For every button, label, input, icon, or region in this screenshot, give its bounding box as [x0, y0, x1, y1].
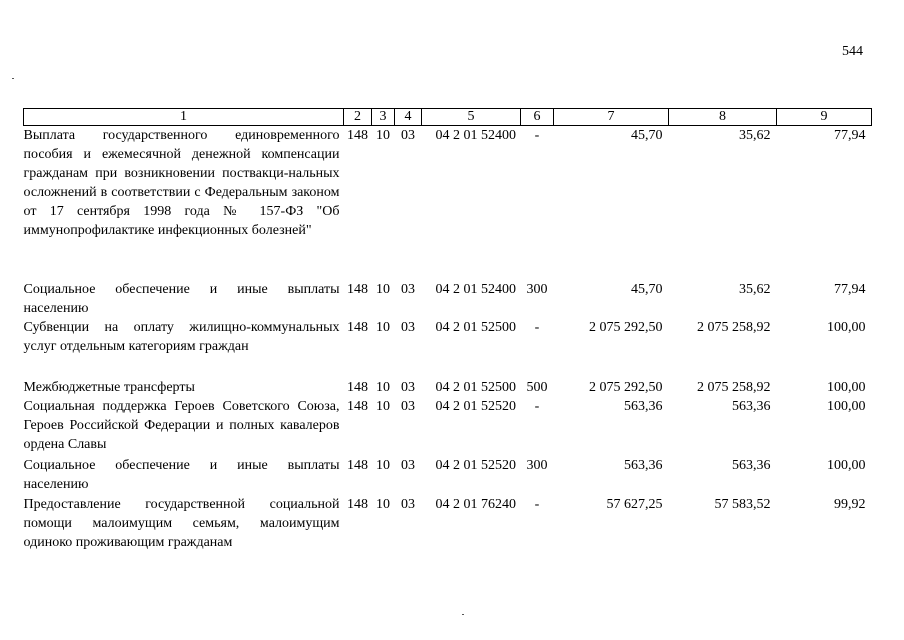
cell-target-article: 04 2 01 76240 [435, 496, 516, 512]
cell-section: 10 [376, 457, 390, 473]
row-name: Выплата государственного единовременного пособия и ежемесячной денежной компенсации гражданам при возникновении поствакци-нальных осложнений в соответствии с Федеральным законом от 17 сентября 1998 года № 157-ФЗ "Об иммунопрофилактике инфекционных болезней" [23, 128, 340, 238]
cell-section: 10 [376, 319, 390, 335]
cell-admin-code: 148 [347, 379, 368, 395]
table-row [24, 495, 872, 552]
row-name: Социальное обеспечение и иные выплаты населению [23, 457, 340, 492]
table-row [24, 397, 872, 456]
cell-col9: 100,00 [827, 457, 866, 473]
cell-col8: 35,62 [739, 281, 771, 297]
cell-col7: 563,36 [624, 398, 663, 414]
column-header: 5 [422, 109, 521, 126]
table-row [24, 126, 872, 280]
cell-section: 10 [376, 398, 390, 414]
cell-expense-type: 500 [526, 379, 548, 395]
cell-subsection: 03 [401, 496, 415, 512]
cell-admin-code: 148 [347, 319, 368, 335]
cell-col7: 45,70 [631, 128, 663, 143]
cell-col9: 99,92 [834, 496, 866, 512]
cell-col8: 563,36 [732, 398, 771, 414]
cell-expense-type: - [534, 496, 540, 512]
cell-target-article: 04 2 01 52500 [435, 379, 516, 395]
cell-expense-type: - [534, 128, 540, 143]
cell-col9: 77,94 [834, 281, 866, 297]
cell-admin-code: 148 [347, 398, 368, 414]
cell-col8: 2 075 258,92 [697, 319, 771, 335]
cell-section: 10 [376, 379, 390, 395]
cell-section: 10 [376, 128, 390, 143]
cell-col9: 77,94 [834, 128, 866, 143]
cell-target-article: 04 2 01 52400 [435, 128, 516, 143]
cell-section: 10 [376, 496, 390, 512]
cell-col7: 45,70 [631, 281, 663, 297]
row-name: Межбюджетные трансферты [23, 379, 195, 395]
cell-expense-type: - [534, 398, 540, 414]
table-row [24, 378, 872, 397]
cell-subsection: 03 [401, 128, 415, 143]
row-name: Предоставление государственной социальной помощи малоимущим семьям, малоимущим одиноко проживающим гражданам [23, 496, 340, 550]
cell-col7: 2 075 292,50 [589, 379, 663, 395]
table-row [24, 456, 872, 495]
row-name: Субвенции на оплату жилищно-коммунальных услуг отдельным категориям граждан [23, 319, 340, 354]
cell-col9: 100,00 [827, 379, 866, 395]
cell-expense-type: 300 [526, 281, 548, 297]
table-row [24, 318, 872, 378]
column-header: 6 [521, 109, 554, 126]
column-header: 3 [372, 109, 395, 126]
column-header: 1 [24, 109, 344, 126]
cell-target-article: 04 2 01 52500 [435, 319, 516, 335]
cell-subsection: 03 [401, 379, 415, 395]
cell-col8: 2 075 258,92 [697, 379, 771, 395]
row-name: Социальное обеспечение и иные выплаты населению [23, 281, 340, 316]
cell-col8: 35,62 [739, 128, 771, 143]
column-header: 8 [669, 109, 777, 126]
cell-expense-type: 300 [526, 457, 548, 473]
table-row [24, 280, 872, 318]
column-header: 7 [554, 109, 669, 126]
cell-col7: 563,36 [624, 457, 663, 473]
cell-expense-type: - [534, 319, 540, 335]
column-header: 9 [777, 109, 872, 126]
cell-col8: 563,36 [732, 457, 771, 473]
cell-subsection: 03 [401, 319, 415, 335]
cell-admin-code: 148 [347, 128, 368, 143]
cell-admin-code: 148 [347, 496, 368, 512]
cell-section: 10 [376, 281, 390, 297]
cell-admin-code: 148 [347, 457, 368, 473]
cell-subsection: 03 [401, 457, 415, 473]
cell-target-article: 04 2 01 52400 [435, 281, 516, 297]
column-header: 2 [344, 109, 372, 126]
cell-col9: 100,00 [827, 398, 866, 414]
cell-admin-code: 148 [347, 281, 368, 297]
scan-speck [12, 78, 14, 79]
cell-col9: 100,00 [827, 319, 866, 335]
cell-subsection: 03 [401, 398, 415, 414]
scan-speck [462, 614, 464, 615]
cell-target-article: 04 2 01 52520 [435, 398, 516, 414]
page-number: 544 [842, 44, 863, 59]
row-name: Социальная поддержка Героев Советского Союза, Героев Российской Федерации и полных кавалеров ордена Славы [23, 398, 340, 452]
cell-col7: 57 627,25 [606, 496, 663, 512]
column-header: 4 [395, 109, 422, 126]
budget-table [23, 108, 872, 552]
cell-col7: 2 075 292,50 [589, 319, 663, 335]
cell-target-article: 04 2 01 52520 [435, 457, 516, 473]
table-header-row [24, 109, 872, 126]
cell-subsection: 03 [401, 281, 415, 297]
cell-col8: 57 583,52 [714, 496, 771, 512]
